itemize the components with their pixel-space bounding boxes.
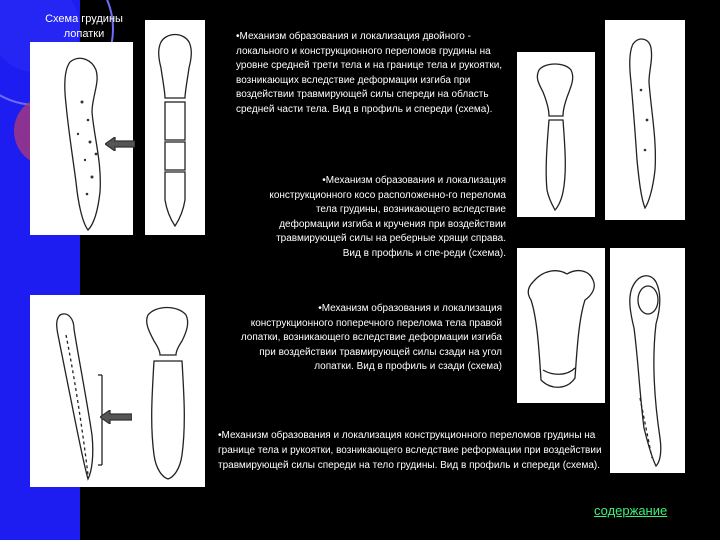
force-arrow (105, 137, 135, 151)
description-4: •Механизм образования и локализация конструкционного переломов грудины на границе тела и рукоятки, возникающего вследствие реформации при воздействии травмирующей силы спереди на тело грудины. Вид в профиль и спереди (схема). (218, 430, 602, 471)
description-2: •Механизм образования и локализация конструкционного косо расположенно-го перелома тела грудины, возникающего вследствие деформации изгиба и кручения при воздействии травмирующей силы на реберные хрящи справа. Вид в профиль и спе-реди (схема). (269, 175, 506, 259)
figure-scapula-profile (30, 295, 132, 487)
description-3: •Механизм образования и локализация конструкционного поперечного перелома тела правой лопатки, возникающего вследствие деформации изгиба при воздействии травмирующей силы сзади на угол лопатки. Вид в профиль и сзади (схема) (240, 303, 502, 372)
figure-sternum-front-2 (517, 52, 595, 217)
figure-scapula-profile-2 (610, 248, 685, 473)
slide-title: Схема грудины лопатки (45, 13, 123, 40)
figure-sternum-front-1 (145, 20, 205, 235)
force-arrow-2 (100, 410, 132, 424)
figure-sternum-profile-2 (605, 20, 685, 220)
contents-link[interactable]: содержание (594, 503, 668, 518)
figure-scapula-back (517, 248, 605, 403)
figure-scapula-front (132, 295, 205, 487)
description-1: •Механизм образования и локализация двойного - локального и конструкционного переломов грудины на уровне средней трети тела и на границе тела и рукоятки, возникающих вследствие деформации изгиба при воздействии травмирующей силы спереди на область средней части тела. Вид в профиль и спереди (схема). (236, 31, 503, 115)
